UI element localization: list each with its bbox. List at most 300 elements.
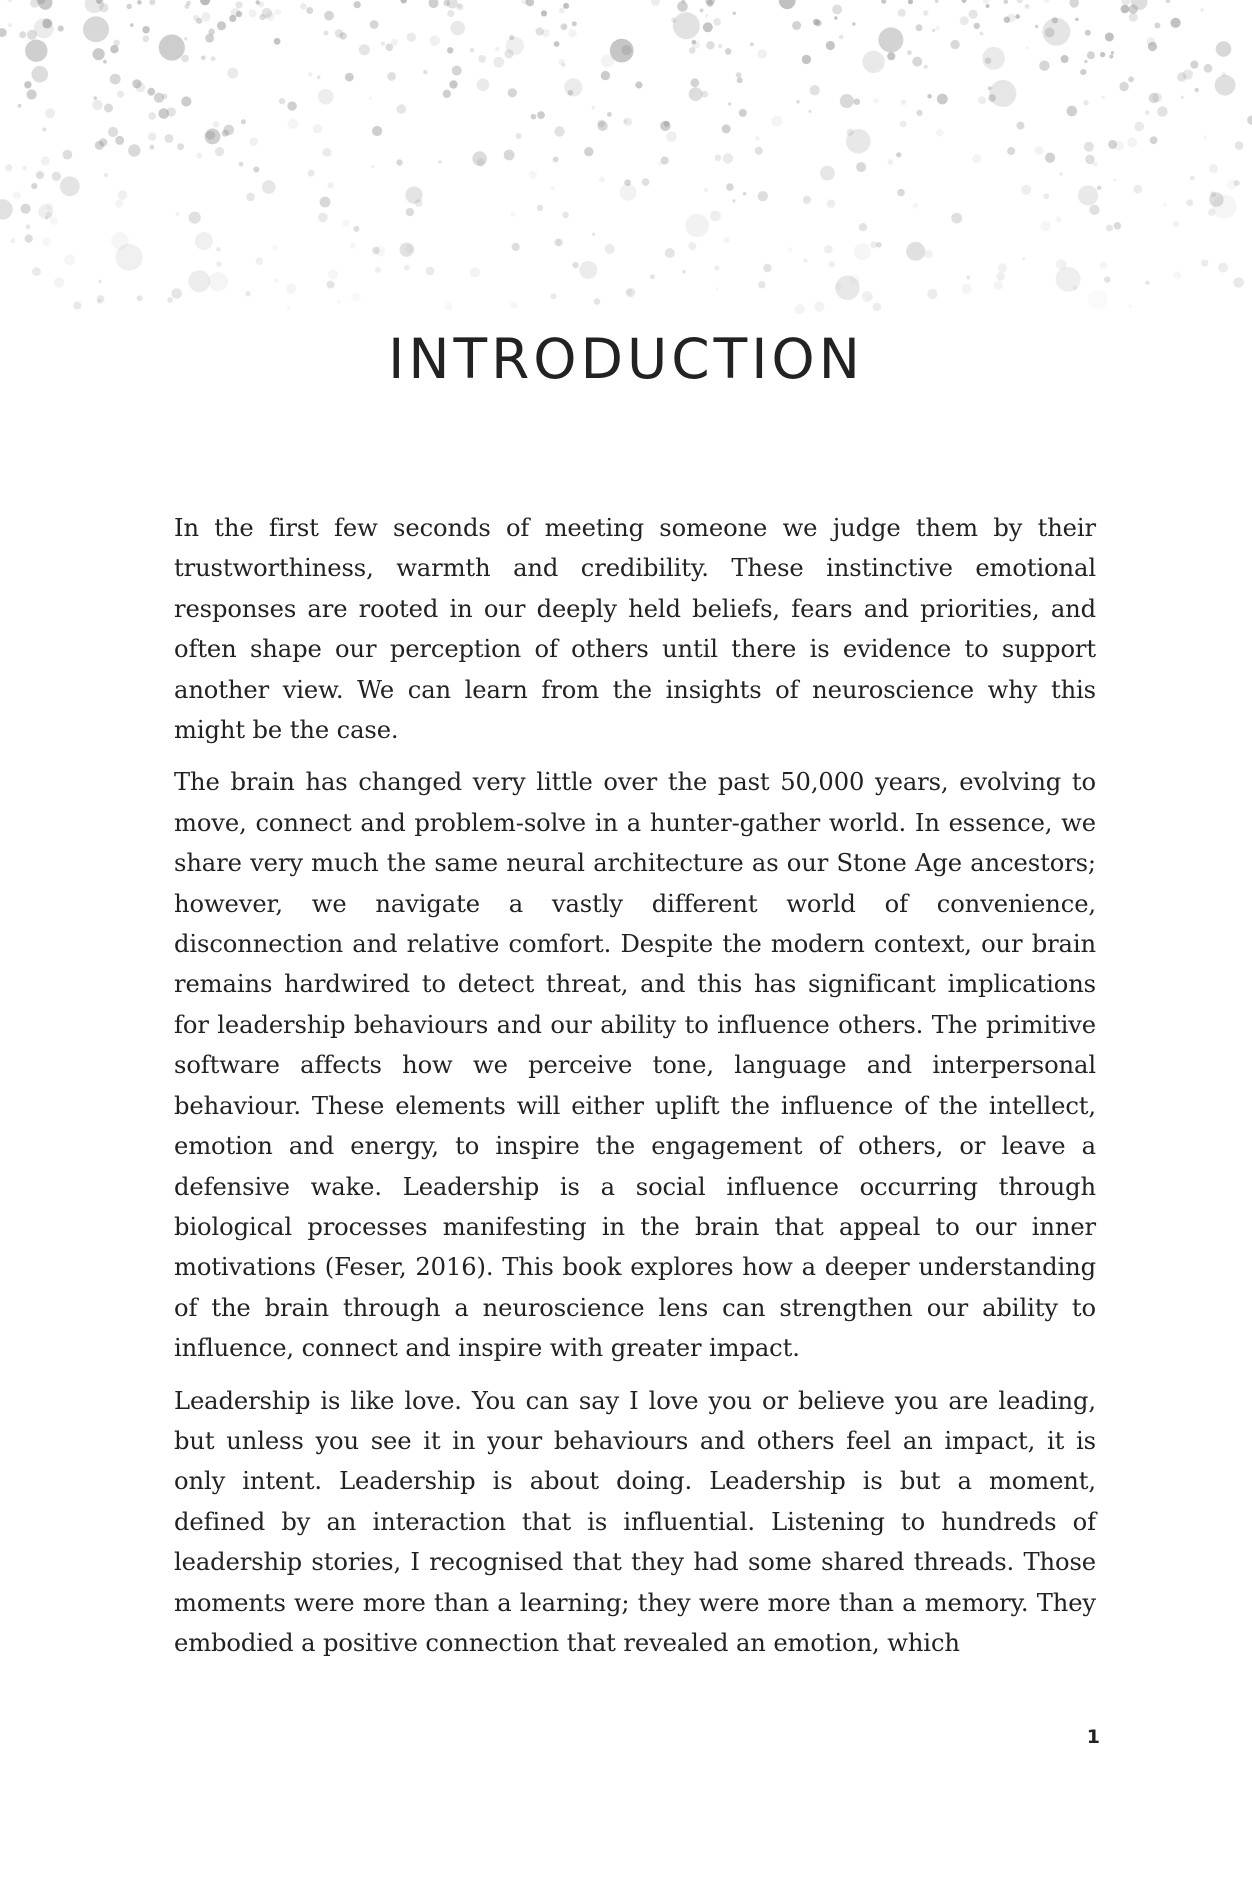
decorative-dot (936, 26, 940, 30)
decorative-dot (1209, 164, 1218, 173)
decorative-dot (1004, 0, 1009, 4)
decorative-dot (369, 97, 372, 100)
decorative-dot (262, 180, 276, 194)
decorative-dot (287, 307, 290, 310)
decorative-dot (673, 12, 700, 39)
decorative-dot (504, 150, 515, 161)
decorative-dot (375, 246, 385, 256)
decorative-dot (705, 14, 708, 17)
decorative-dot (1121, 5, 1130, 14)
decorative-dot (115, 136, 124, 145)
decorative-dot (1022, 257, 1025, 260)
decorative-dot (750, 42, 754, 46)
decorative-dot (1173, 272, 1181, 280)
decorative-dot (42, 237, 51, 246)
decorative-dot (324, 31, 329, 36)
decorative-dot (396, 159, 402, 165)
decorative-dot (470, 267, 480, 277)
decorative-dot (826, 41, 835, 50)
decorative-dot (415, 199, 423, 207)
decorative-dot (832, 5, 842, 15)
decorative-dot (996, 272, 1005, 281)
decorative-dot (568, 29, 576, 37)
decorative-dot (795, 304, 805, 314)
decorative-dot (579, 261, 597, 279)
decorative-dot (24, 81, 31, 88)
decorative-dot (1128, 76, 1134, 82)
decorative-dot (274, 38, 281, 45)
decorative-dot (962, 284, 972, 294)
decorative-dot (313, 124, 322, 133)
decorative-dot (1150, 136, 1158, 144)
decorative-dot (1106, 225, 1113, 232)
decorative-dot (542, 29, 550, 37)
decorative-dot (215, 147, 224, 156)
decorative-dot (142, 26, 149, 33)
decorative-dot (147, 88, 155, 96)
decorative-dot (1203, 136, 1207, 140)
decorative-dot (828, 261, 835, 268)
decorative-dot (318, 213, 328, 223)
decorative-dot (551, 187, 555, 191)
decorative-dot (245, 291, 251, 297)
decorative-dot (404, 265, 410, 271)
decorative-dot (26, 224, 31, 229)
decorative-dot (1163, 203, 1167, 207)
decorative-dot (900, 121, 907, 128)
decorative-dot (350, 243, 356, 249)
decorative-dot (443, 90, 451, 98)
decorative-dot (537, 111, 545, 119)
decorative-dot (197, 153, 203, 159)
decorative-dot (1114, 222, 1122, 230)
decorative-dot (862, 51, 884, 73)
decorative-dot (1166, 0, 1170, 3)
decorative-dot (64, 254, 75, 265)
decorative-dot (564, 78, 582, 96)
decorative-dot (651, 0, 660, 6)
decorative-dot (10, 238, 15, 243)
decorative-dot (438, 160, 441, 163)
decorative-dot (732, 199, 735, 202)
decorative-dot (92, 100, 102, 110)
decorative-dot (30, 0, 39, 8)
decorative-dot (46, 203, 53, 210)
decorative-dot (19, 31, 26, 38)
decorative-dot (986, 4, 990, 8)
decorative-dot (171, 288, 182, 299)
decorative-dot (452, 66, 462, 76)
decorative-dot (969, 10, 978, 19)
decorative-dot (1147, 37, 1156, 46)
decorative-dot (1088, 289, 1108, 309)
decorative-dot (689, 87, 703, 101)
decorative-dot (1157, 106, 1167, 116)
decorative-dot (912, 57, 922, 67)
decorative-dot (820, 166, 835, 181)
decorative-dot (1100, 262, 1108, 270)
decorative-dot (512, 243, 520, 251)
decorative-dot (553, 157, 559, 163)
decorative-dot (50, 217, 58, 225)
decorative-dot (110, 45, 118, 53)
decorative-dot (227, 68, 238, 79)
decorative-dot (516, 133, 522, 139)
page-number: 1 (1086, 1726, 1100, 1748)
decorative-dot (1177, 72, 1186, 81)
decorative-dot (1067, 106, 1078, 117)
decorative-dot (128, 144, 140, 156)
decorative-dot (888, 159, 894, 165)
decorative-dot (703, 22, 713, 32)
decorative-dot (635, 81, 642, 88)
decorative-dot (666, 131, 677, 142)
decorative-dot (216, 247, 220, 251)
decorative-dot (873, 98, 878, 103)
decorative-dot (983, 0, 989, 4)
decorative-dot (306, 7, 313, 14)
decorative-dot (924, 65, 928, 69)
decorative-dot (447, 47, 453, 53)
decorative-dot (1025, 4, 1030, 9)
decorative-dot (1247, 115, 1252, 124)
decorative-dot (982, 47, 1005, 70)
decorative-dot (1235, 141, 1244, 150)
decorative-dot (901, 100, 907, 106)
decorative-dot (980, 32, 984, 36)
decorative-dot (724, 237, 730, 243)
decorative-dot (710, 211, 721, 222)
decorative-dot (605, 244, 615, 254)
decorative-dot (407, 33, 416, 42)
decorative-dot (916, 24, 923, 31)
decorative-dot (1035, 25, 1038, 28)
decorative-dot (148, 112, 156, 120)
decorative-dot (256, 0, 260, 4)
decorative-dot (472, 151, 487, 166)
decorative-dot (1097, 186, 1102, 191)
decorative-dot (1045, 153, 1055, 163)
decorative-dot (1122, 0, 1131, 6)
decorative-dot (36, 171, 44, 179)
decorative-dot (849, 275, 859, 285)
decorative-dot (1233, 277, 1244, 288)
decorative-dot (189, 212, 201, 224)
decorative-dot (97, 299, 102, 304)
decorative-dot (148, 133, 156, 141)
decorative-dot (560, 23, 567, 30)
decorative-dot (1017, 122, 1025, 130)
decorative-dot (803, 196, 811, 204)
decorative-dot (650, 274, 655, 279)
decorative-dot (241, 119, 246, 124)
decorative-dot (137, 0, 142, 5)
decorative-dot (239, 162, 244, 167)
decorative-dot (249, 9, 257, 17)
decorative-dot (896, 152, 901, 157)
decorative-dot (320, 197, 331, 208)
decorative-dot (758, 49, 767, 58)
decorative-dot (25, 235, 33, 243)
decorative-dot (813, 19, 820, 26)
decorative-dot (1040, 221, 1050, 231)
decorative-dot (201, 56, 206, 61)
decorative-dot (116, 244, 143, 271)
decorative-dot (878, 27, 903, 52)
decorative-dot (149, 0, 155, 5)
decorative-dot (375, 267, 381, 273)
decorative-dot (839, 35, 843, 39)
paragraph-2: The brain has changed very little over the past 50,000 years, evolving to move, connect and problem-solve in a hunter-gather world. In essence, we share very much the same neural architecture as our Stone Age ancestors; however, we navigate a vastly different world of convenience, disconnection and relative comfort. Despite the modern context, our brain remains hardwired to detect threat, and this has significant implications for leadership behaviours and our ability to influence others. The primitive software affects how we perceive tone, language and interpersonal behaviour. These elements will either uplift the influence of the intellect, emotion and energy, to inspire the engagement of others, or leave a defensive wake. Leadership is a social influence occurring through biological processes manifesting in the brain that appeal to our inner motivations (Feser, 2016). This book explores how a deeper understanding of the brain through a neuroscience lens can strengthen our ability to influence, connect and inspire with greater impact. (174, 768, 1096, 1363)
decorative-dot (1216, 41, 1232, 57)
decorative-dot (345, 73, 354, 82)
decorative-dot (504, 49, 513, 58)
decorative-dot (541, 10, 547, 16)
decorative-dot (1078, 185, 1098, 205)
decorative-dot (1105, 33, 1114, 42)
decorative-dot (1129, 13, 1138, 22)
decorative-dot (1186, 199, 1193, 206)
decorative-dot (950, 40, 959, 49)
decorative-dot (1101, 96, 1105, 100)
decorative-dot (185, 4, 190, 9)
decorative-dot (1215, 75, 1236, 96)
decorative-dot (1056, 259, 1067, 270)
decorative-dot (700, 8, 704, 12)
decorative-dot (788, 247, 793, 252)
decorative-dot (213, 121, 220, 128)
decorative-dot (607, 112, 612, 117)
decorative-dot (104, 104, 113, 113)
decorative-dot (1007, 147, 1015, 155)
decorative-dot (967, 276, 971, 280)
decorative-dot (115, 199, 124, 208)
decorative-dot (937, 94, 948, 105)
decorative-dot (1218, 263, 1228, 273)
decorative-dot (457, 4, 462, 9)
decorative-dot (936, 129, 944, 137)
decorative-dot (1073, 286, 1078, 291)
decorative-dot (1021, 185, 1031, 195)
decorative-dot (184, 37, 188, 41)
decorative-dot (685, 214, 709, 238)
decorative-dot (763, 264, 771, 272)
decorative-dot (0, 28, 7, 37)
decorative-dot (810, 85, 820, 95)
decorative-dot (1085, 30, 1091, 36)
decorative-dot (866, 294, 873, 301)
decorative-dot (802, 55, 811, 64)
decorative-dot (927, 289, 937, 299)
decorative-dot (803, 259, 807, 263)
decorative-dot (592, 106, 596, 110)
decorative-dot (387, 72, 396, 81)
decorative-dot (493, 57, 504, 68)
decorative-dot (665, 248, 675, 258)
decorative-dot (477, 79, 490, 92)
decorative-dot (430, 35, 441, 46)
decorative-dot (559, 8, 565, 14)
decorative-dot (932, 29, 935, 32)
decorative-dot (308, 72, 312, 76)
decorative-dot (1119, 82, 1128, 91)
decorative-dot (1222, 72, 1226, 76)
decorative-dot (7, 0, 12, 3)
decorative-dot (1089, 205, 1099, 215)
decorative-dot (8, 23, 12, 27)
decorative-dot (391, 39, 398, 46)
decorative-dot (508, 88, 517, 97)
decorative-dot (444, 302, 452, 310)
decorative-dot (322, 148, 331, 157)
decorative-dot (58, 25, 64, 31)
decorative-dot (1056, 217, 1062, 223)
decorative-dot (728, 102, 731, 105)
decorative-dot (601, 71, 610, 80)
decorative-dot (354, 1, 361, 8)
decorative-dot (1154, 23, 1160, 29)
decorative-dot (397, 104, 407, 114)
decorative-dot (1004, 17, 1010, 23)
decorative-dot (743, 192, 746, 195)
decorative-dot (137, 295, 143, 301)
decorative-dot (405, 244, 414, 253)
decorative-dot (1128, 304, 1132, 308)
decorative-dot (1109, 54, 1113, 58)
decorative-dot (371, 165, 374, 168)
decorative-dot (328, 269, 338, 279)
decorative-dot (200, 0, 210, 5)
decorative-dot (63, 150, 73, 160)
decorative-dot (827, 200, 835, 208)
decorative-dot (642, 178, 650, 186)
decorative-dot (897, 189, 905, 197)
decorative-dot (927, 94, 932, 99)
decorative-dot (127, 4, 132, 9)
decorative-dot (870, 241, 877, 248)
decorative-dot (93, 48, 105, 60)
decorative-dot (714, 265, 719, 270)
decorative-dot (359, 44, 370, 55)
decorative-dot (881, 0, 886, 4)
decorative-dot (594, 298, 601, 305)
decorative-dot (1227, 179, 1237, 189)
decorative-dot (572, 21, 577, 26)
decorative-dot (231, 8, 241, 18)
decorative-dot (854, 98, 861, 105)
decorative-dot (537, 205, 543, 211)
decorative-dot (510, 211, 516, 217)
decorative-dot-pattern (0, 0, 1252, 330)
decorative-dot (1104, 276, 1111, 283)
decorative-dot (852, 22, 856, 26)
decorative-dot (98, 280, 101, 283)
decorative-dot (923, 10, 928, 15)
decorative-dot (31, 183, 37, 189)
decorative-dot (739, 109, 747, 117)
decorative-dot (998, 263, 1007, 272)
decorative-dot (181, 55, 189, 63)
decorative-dot (108, 127, 118, 137)
decorative-dot (83, 16, 109, 42)
decorative-dot (660, 121, 670, 131)
decorative-dot (130, 23, 134, 27)
decorative-dot (118, 190, 127, 199)
decorative-dot (308, 170, 315, 177)
decorative-dot (60, 176, 80, 196)
decorative-dot (273, 245, 279, 251)
decorative-dot (201, 12, 210, 21)
decorative-dot (718, 44, 722, 48)
decorative-dot (873, 303, 881, 311)
decorative-dot (755, 147, 763, 155)
decorative-dot (755, 136, 759, 140)
decorative-dot (1108, 140, 1117, 149)
decorative-dot (300, 3, 307, 10)
decorative-dot (1145, 110, 1150, 115)
decorative-dot (1015, 14, 1020, 19)
decorative-dot (859, 223, 867, 231)
decorative-dot (1059, 172, 1063, 176)
decorative-dot (924, 250, 933, 259)
decorative-dot (840, 94, 854, 108)
decorative-dot (1084, 60, 1087, 63)
decorative-dot (623, 119, 627, 123)
decorative-dot (1042, 18, 1070, 46)
decorative-dot (288, 119, 298, 129)
decorative-dot (960, 16, 969, 25)
decorative-dot (279, 98, 285, 104)
decorative-dot (401, 0, 407, 3)
decorative-dot (692, 40, 697, 45)
decorative-dot (142, 36, 149, 43)
decorative-dot (935, 0, 939, 3)
decorative-dot (701, 91, 708, 98)
decorative-dot (94, 96, 97, 99)
decorative-dot (429, 0, 439, 8)
decorative-dot (381, 42, 385, 46)
decorative-dot (46, 212, 52, 218)
decorative-dot (208, 29, 215, 36)
decorative-dot (713, 18, 721, 26)
decorative-dot (103, 60, 107, 64)
decorative-dot (327, 281, 335, 289)
decorative-dot (723, 153, 733, 163)
decorative-dot (688, 242, 696, 250)
decorative-dot (916, 110, 922, 116)
decorative-dot (568, 90, 573, 95)
decorative-dot (592, 233, 595, 236)
decorative-dot (677, 1, 688, 12)
decorative-dot (509, 35, 514, 40)
decorative-dot (906, 242, 925, 261)
decorative-dot (908, 0, 913, 4)
decorative-dot (450, 21, 465, 36)
decorative-dot (1100, 52, 1105, 57)
decorative-dot (1087, 51, 1095, 59)
decorative-dot (962, 0, 967, 3)
decorative-dot (444, 0, 451, 6)
decorative-dot (1181, 96, 1184, 99)
decorative-dot (34, 18, 54, 38)
decorative-dot (27, 89, 37, 99)
decorative-dot (736, 72, 742, 78)
decorative-dot (854, 243, 871, 260)
decorative-dot (0, 199, 13, 219)
decorative-dot (337, 300, 340, 303)
decorative-dot (725, 48, 732, 55)
decorative-dot (495, 47, 499, 51)
